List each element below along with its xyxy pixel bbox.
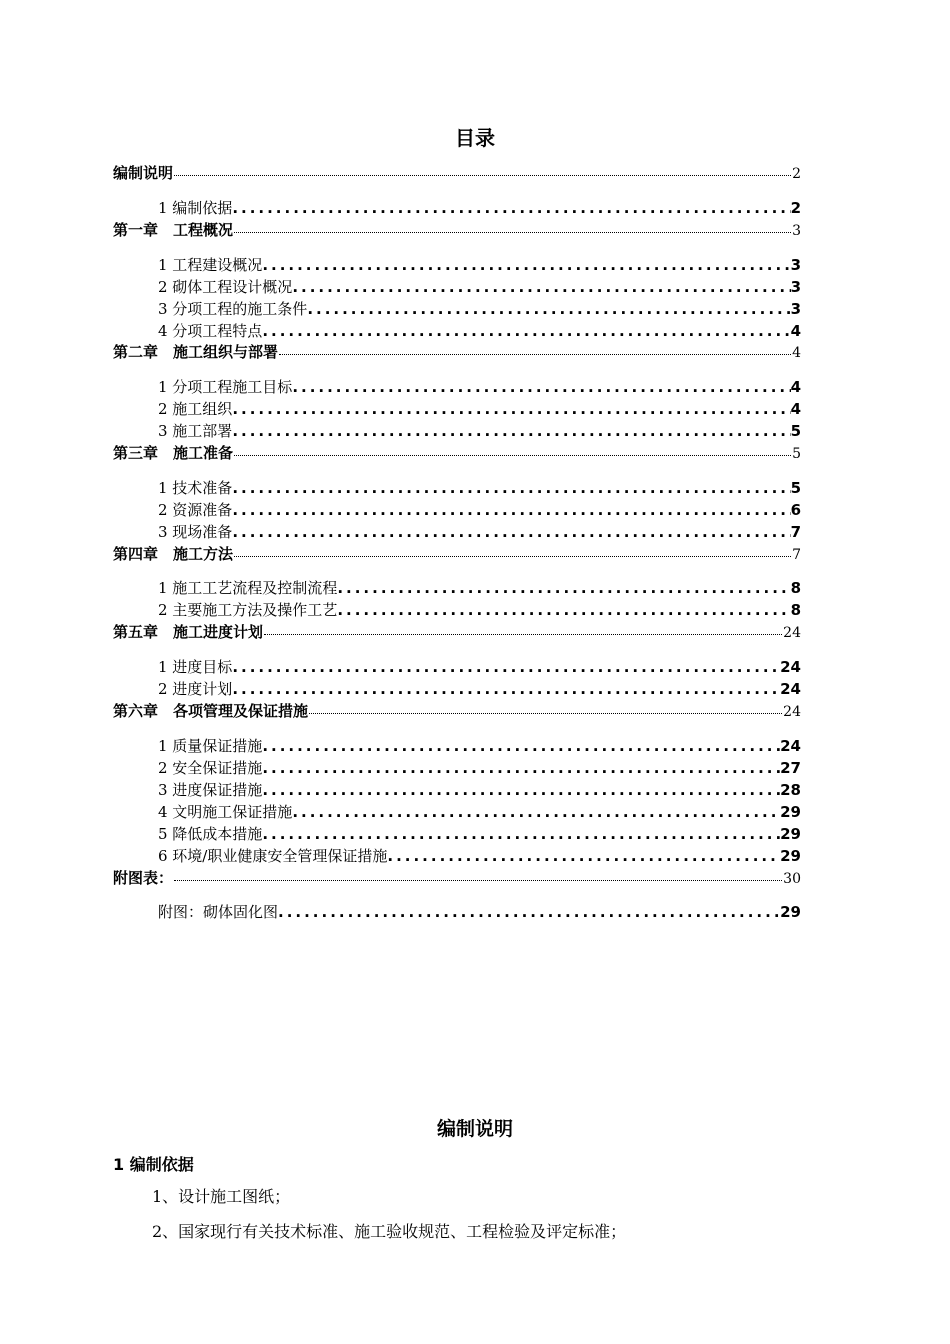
toc-entry-page-number: 8	[790, 601, 801, 619]
section-title: 编制说明	[436, 1118, 513, 1140]
toc-entry-label: 2 资源准备	[158, 501, 233, 519]
toc-entry-page-number: 2	[790, 199, 801, 217]
toc-chapter-entry[interactable]	[113, 220, 801, 240]
toc-subsection-entry[interactable]	[158, 846, 801, 866]
toc-entry-label: 第三章 施工准备	[113, 444, 234, 462]
toc-entry-label: 2 进度计划	[158, 680, 233, 698]
toc-subsection-entry[interactable]	[158, 657, 801, 677]
toc-entry-page-number: 24	[783, 625, 801, 641]
toc-entry-label: 1 工程建设概况	[158, 256, 263, 274]
toc-entry-label: 1 技术准备	[158, 479, 233, 497]
toc-dot-leader	[307, 299, 790, 319]
toc-dot-leader	[292, 377, 790, 397]
toc-dot-leader	[234, 455, 791, 456]
toc-entry-page-number: 4	[790, 400, 801, 418]
toc-chapter-entry[interactable]	[113, 163, 801, 183]
toc-dot-leader	[262, 758, 780, 778]
toc-entry-page-number: 5	[792, 446, 801, 462]
toc-entry-page-number: 4	[790, 322, 801, 340]
toc-subsection-entry[interactable]	[158, 321, 801, 341]
toc-entry-label: 2 安全保证措施	[158, 759, 263, 777]
toc-dot-leader	[232, 478, 790, 498]
toc-entry-page-number: 7	[790, 523, 801, 541]
toc-dot-leader	[292, 277, 790, 297]
toc-subsection-entry[interactable]	[158, 679, 801, 699]
toc-entry-label: 第四章 施工方法	[113, 545, 234, 563]
toc-dot-leader	[262, 780, 780, 800]
toc-entry-label: 6 环境/职业健康安全管理保证措施	[158, 847, 388, 865]
toc-entry-label: 第六章 各项管理及保证措施	[113, 702, 309, 720]
toc-subsection-entry[interactable]	[158, 578, 801, 598]
toc-entry-page-number: 4	[790, 378, 801, 396]
toc-entry-label: 4 文明施工保证措施	[158, 803, 293, 821]
toc-entry-label: 2 主要施工方法及操作工艺	[158, 601, 338, 619]
toc-subsection-entry[interactable]	[158, 736, 801, 756]
toc-subsection-entry[interactable]	[158, 802, 801, 822]
section-heading: 1 编制依据	[113, 1155, 194, 1174]
toc-entry-label: 4 分项工程特点	[158, 322, 263, 340]
toc-dot-leader	[232, 679, 780, 699]
paragraph-2: 2、国家现行有关技术标准、施工验收规范、工程检验及评定标准；	[152, 1222, 627, 1241]
toc-entry-page-number: 27	[780, 759, 801, 777]
toc-dot-leader	[278, 902, 780, 922]
toc-entry-label: 附图：砌体固化图	[158, 903, 279, 921]
toc-entry-label: 2 砌体工程设计概况	[158, 278, 293, 296]
toc-entry-page-number: 2	[792, 166, 801, 182]
toc-subsection-entry[interactable]	[158, 478, 801, 498]
toc-dot-leader	[232, 657, 780, 677]
toc-dot-leader	[264, 634, 782, 635]
toc-dot-leader	[262, 736, 780, 756]
toc-dot-leader	[387, 846, 780, 866]
toc-entry-label: 3 现场准备	[158, 523, 233, 541]
toc-entry-label: 1 分项工程施工目标	[158, 378, 293, 396]
toc-entry-page-number: 5	[790, 479, 801, 497]
toc-chapter-entry[interactable]	[113, 622, 801, 642]
toc-dot-leader	[232, 399, 790, 419]
toc-entry-page-number: 4	[792, 345, 801, 361]
toc-entry-page-number: 24	[780, 737, 801, 755]
toc-chapter-entry[interactable]	[113, 342, 801, 362]
toc-entry-label: 附图表：	[113, 869, 174, 887]
toc-dot-leader	[232, 522, 790, 542]
toc-entry-page-number: 3	[790, 278, 801, 296]
toc-entry-page-number: 29	[780, 825, 801, 843]
toc-subsection-entry[interactable]	[158, 255, 801, 275]
toc-dot-leader	[337, 578, 790, 598]
toc-subsection-entry[interactable]	[158, 780, 801, 800]
toc-subsection-entry[interactable]	[158, 399, 801, 419]
toc-entry-label: 3 施工部署	[158, 422, 233, 440]
toc-entry-label: 1 进度目标	[158, 658, 233, 676]
toc-subsection-entry[interactable]	[158, 299, 801, 319]
toc-title: 目录	[455, 126, 495, 150]
toc-dot-leader	[262, 255, 790, 275]
toc-entry-page-number: 6	[790, 501, 801, 519]
toc-chapter-entry[interactable]	[113, 701, 801, 721]
toc-subsection-entry[interactable]	[158, 500, 801, 520]
toc-subsection-entry[interactable]	[158, 902, 801, 922]
toc-entry-label: 2 施工组织	[158, 400, 233, 418]
toc-entry-page-number: 28	[780, 781, 801, 799]
toc-entry-label: 1 编制依据	[158, 199, 233, 217]
paragraph-1: 1、设计施工图纸；	[152, 1187, 291, 1206]
toc-chapter-entry[interactable]	[113, 544, 801, 564]
toc-subsection-entry[interactable]	[158, 421, 801, 441]
toc-dot-leader	[337, 600, 790, 620]
toc-entry-label: 编制说明	[113, 164, 174, 182]
toc-entry-label: 第五章 施工进度计划	[113, 623, 264, 641]
toc-entry-page-number: 5	[790, 422, 801, 440]
toc-subsection-entry[interactable]	[158, 824, 801, 844]
toc-entry-page-number: 24	[780, 680, 801, 698]
toc-dot-leader	[174, 880, 782, 881]
toc-subsection-entry[interactable]	[158, 600, 801, 620]
toc-chapter-entry[interactable]	[113, 443, 801, 463]
toc-dot-leader	[292, 802, 780, 822]
toc-dot-leader	[232, 500, 790, 520]
toc-dot-leader	[279, 354, 791, 355]
toc-entry-page-number: 29	[780, 803, 801, 821]
toc-entry-page-number: 29	[780, 903, 801, 921]
toc-dot-leader	[234, 232, 791, 233]
toc-subsection-entry[interactable]	[158, 758, 801, 778]
toc-dot-leader	[262, 824, 780, 844]
toc-entry-label: 5 降低成本措施	[158, 825, 263, 843]
toc-chapter-entry[interactable]	[113, 868, 801, 888]
toc-subsection-entry[interactable]	[158, 377, 801, 397]
toc-entry-label: 第二章 施工组织与部署	[113, 343, 279, 361]
toc-entry-page-number: 24	[780, 658, 801, 676]
toc-subsection-entry[interactable]	[158, 198, 801, 218]
toc-dot-leader	[309, 713, 782, 714]
toc-entry-page-number: 30	[783, 871, 801, 887]
toc-dot-leader	[262, 321, 790, 341]
toc-dot-leader	[174, 175, 791, 176]
toc-entry-label: 1 施工工艺流程及控制流程	[158, 579, 338, 597]
toc-dot-leader	[234, 556, 791, 557]
toc-entry-page-number: 3	[792, 223, 801, 239]
toc-entry-label: 3 进度保证措施	[158, 781, 263, 799]
toc-entry-page-number: 3	[790, 300, 801, 318]
toc-entry-page-number: 29	[780, 847, 801, 865]
toc-dot-leader	[232, 421, 790, 441]
toc-entry-page-number: 8	[790, 579, 801, 597]
toc-subsection-entry[interactable]	[158, 522, 801, 542]
toc-entry-page-number: 3	[790, 256, 801, 274]
toc-entry-label: 3 分项工程的施工条件	[158, 300, 308, 318]
toc-entry-label: 1 质量保证措施	[158, 737, 263, 755]
toc-subsection-entry[interactable]	[158, 277, 801, 297]
toc-entry-label: 第一章 工程概况	[113, 221, 234, 239]
toc-entry-page-number: 7	[792, 547, 801, 563]
toc-dot-leader	[232, 198, 790, 218]
toc-entry-page-number: 24	[783, 704, 801, 720]
